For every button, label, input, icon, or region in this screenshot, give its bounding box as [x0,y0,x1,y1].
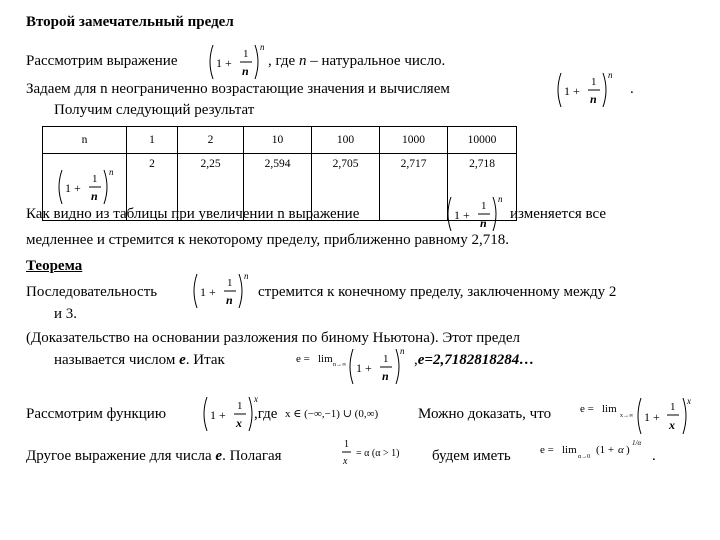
table-cell: 2,25 [178,154,244,221]
func-text-a: Рассмотрим функцию [26,406,167,422]
called-text-b: . Итак [185,352,225,368]
other-dot: . [652,448,656,464]
svg-text:= α (α > 1): = α (α > 1) [356,448,400,459]
table-cell: 1000 [380,127,448,154]
seq-text-a: Последовательность [26,284,158,300]
svg-text:1: 1 [344,439,349,450]
formula-para1 [444,194,504,234]
formula-seq [190,271,250,311]
svg-text:1 +: 1 + [454,208,470,222]
svg-text:1 +: 1 + [564,84,580,98]
svg-text:1: 1 [91,173,97,185]
svg-text:e =: e = [580,403,594,415]
line1-text-c: – натуральное число. [306,53,446,69]
svg-text:1: 1 [383,353,389,365]
svg-text:x: x [343,456,348,467]
domain-formula: x ∈ (−∞,−1) ∪ (0,∞) [285,408,379,420]
formula-one-plus-one-over-x [200,394,260,434]
svg-text:1 +: 1 + [356,361,372,375]
svg-text:e =: e = [296,353,310,365]
svg-text:lim: lim [562,444,577,456]
called-comma: ,е=2,7182818284… [414,352,535,368]
theorem-heading: Теорема [26,258,83,274]
line1-text-a: Рассмотрим выражение [26,53,178,69]
svg-text:n: n [590,92,597,106]
svg-text:α: α [618,444,624,456]
svg-text:1/α: 1/α [632,439,642,447]
line1-text [268,53,445,70]
func-text-b: ,где [254,406,278,422]
other-text-c: будем иметь [432,448,511,464]
called-e: е [179,352,186,368]
e-value: е=2,7182818284… [417,352,535,368]
svg-text:1 +: 1 + [644,410,660,424]
svg-text:(1 +: (1 + [596,444,615,456]
formula-line2 [554,70,614,110]
svg-text:n: n [244,271,249,281]
svg-text:x: x [669,418,675,432]
svg-text:): ) [626,444,630,456]
svg-text:1 +: 1 + [200,285,216,299]
fraction-denominator: n [242,64,249,78]
svg-text:n→∞: n→∞ [333,362,347,368]
svg-text:1 +: 1 + [216,56,232,70]
svg-text:1: 1 [481,200,487,212]
other-text-a: Другое выражение для числа [26,448,216,464]
table-cell: 2,705 [312,154,380,221]
svg-text:n: n [382,369,389,383]
line1-n: n [298,53,307,69]
svg-text:n: n [108,167,113,177]
line2-text: Задаем для n неограниченно возрастающие значения и вычисляем [26,81,450,97]
table-cell: 2,594 [244,154,312,221]
svg-text:x→∞: x→∞ [620,413,634,419]
svg-text:n: n [226,293,233,307]
svg-text:x: x [236,416,242,430]
exponent: n [260,42,265,52]
formula-e-limit-alpha [540,436,650,466]
line1-text-b: , где [268,53,299,69]
other-e: е [215,448,223,464]
svg-text:x: x [254,394,258,404]
svg-text:n: n [400,346,405,356]
heading: Второй замечательный предел [26,14,234,30]
called-text [54,352,225,369]
func-text-c: Можно доказать, что [418,406,552,422]
svg-text:1: 1 [591,76,597,88]
formula-e-limit-x [580,394,695,438]
table-cell: 2 [178,127,244,154]
svg-text:lim: lim [602,403,617,415]
svg-text:1: 1 [227,277,233,289]
fraction-numerator: 1 [243,48,249,60]
table-cell: 2,717 [380,154,448,221]
table-cell: 2,718 [448,154,517,221]
svg-text:n: n [90,189,98,203]
para1-text-b: изменяется все [510,206,607,222]
other-text-b: . Полагая [222,448,282,464]
formula-alpha-definition [342,434,432,470]
table-cell: 10 [244,127,312,154]
svg-text:α→0: α→0 [578,454,591,460]
formula-e-limit-n [296,342,416,386]
other-text [26,448,282,465]
svg-text:1: 1 [237,400,243,412]
seq-text-c: и 3. [54,306,78,322]
table-cell: 10000 [448,127,517,154]
formula-one-plus-one-over-n-pow-n [206,42,266,82]
called-text-a: называется числом [54,352,180,368]
line3-text: Получим следующий результат [54,102,255,118]
line2-dot: . [630,81,634,97]
svg-text:e =: e = [540,444,554,456]
svg-text:lim: lim [318,353,333,365]
table-cell: 100 [312,127,380,154]
para1-text-c: медленнее и стремится к некоторому пределу, приближенно равному 2,718. [26,232,510,248]
svg-text:1: 1 [670,401,676,413]
seq-text-b: стремится к конечному пределу, заключенному между 2 [258,284,617,300]
svg-text:1 +: 1 + [64,181,81,195]
para1-text-a: Как видно из таблицы при увеличении n выражение [26,206,360,222]
table-row-n [43,127,517,154]
svg-text:n: n [480,216,487,230]
table-header-n: n [43,127,127,154]
svg-text:n: n [608,70,613,80]
svg-text:n: n [498,194,503,204]
svg-text:1 +: 1 + [210,408,226,422]
table-cell: 1 [127,127,178,154]
table-cell: 2 [127,154,178,221]
svg-text:x: x [687,396,691,406]
proof-text: (Доказательство на основании разложения по биному Ньютона). Этот предел [26,330,520,346]
